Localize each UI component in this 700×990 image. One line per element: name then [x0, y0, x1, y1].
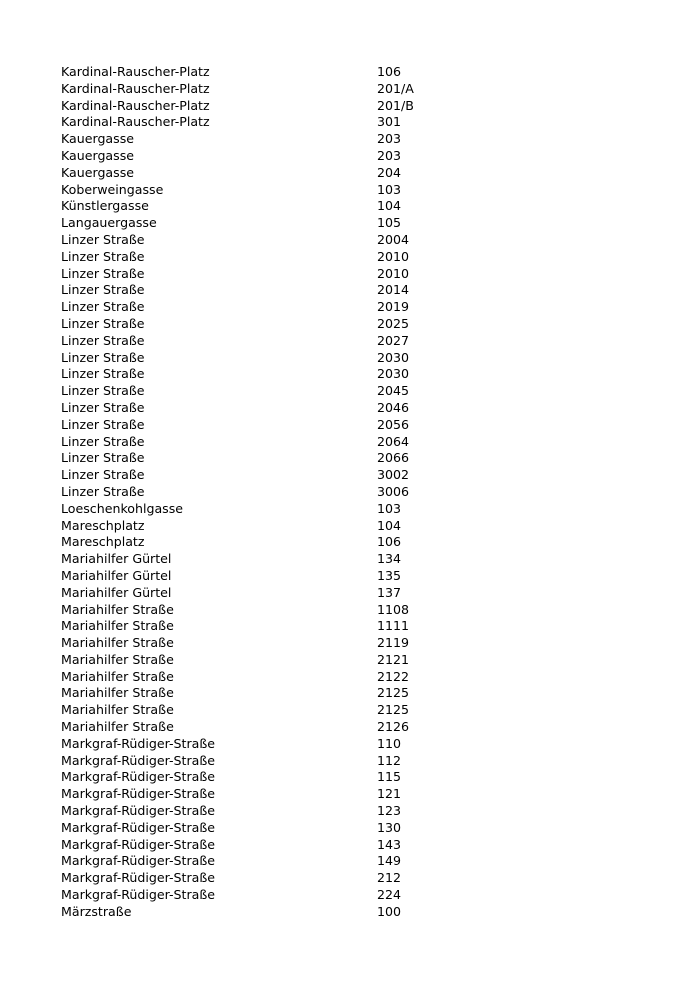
list-item [61, 803, 661, 820]
list-item [61, 501, 661, 518]
list-item [61, 148, 661, 165]
street-name: Markgraf-Rüdiger-Straße [61, 803, 216, 819]
list-item [61, 182, 661, 199]
list-item [61, 736, 661, 753]
list-item [61, 383, 661, 400]
list-item [61, 366, 661, 383]
list-item [61, 400, 661, 417]
house-number: 2019 [377, 299, 410, 315]
list-item [61, 618, 661, 635]
house-number: 201/B [377, 97, 414, 113]
street-name: Kauergasse [61, 147, 135, 163]
house-number: 2056 [377, 416, 410, 432]
list-item [61, 534, 661, 551]
house-number: 2125 [377, 685, 410, 701]
list-item [61, 198, 661, 215]
street-name: Markgraf-Rüdiger-Straße [61, 735, 216, 751]
house-number: 115 [377, 769, 402, 785]
house-number: 2066 [377, 450, 410, 466]
list-item [61, 518, 661, 535]
street-name: Linzer Straße [61, 349, 145, 365]
house-number: 2125 [377, 702, 410, 718]
list-item [61, 753, 661, 770]
list-item [61, 467, 661, 484]
street-name: Linzer Straße [61, 399, 145, 415]
house-number: 3002 [377, 467, 410, 483]
list-item [61, 652, 661, 669]
list-item [61, 249, 661, 266]
house-number: 112 [377, 752, 402, 768]
street-name: Märzstraße [61, 903, 132, 919]
house-number: 104 [377, 517, 402, 533]
street-name: Mariahilfer Straße [61, 719, 174, 735]
list-item [61, 450, 661, 467]
house-number: 203 [377, 147, 402, 163]
street-name: Linzer Straße [61, 416, 145, 432]
street-name: Mariahilfer Straße [61, 618, 174, 634]
house-number: 121 [377, 786, 402, 802]
house-number: 212 [377, 870, 402, 886]
street-name: Linzer Straße [61, 299, 145, 315]
street-name: Linzer Straße [61, 315, 145, 331]
street-name: Linzer Straße [61, 231, 145, 247]
house-number: 224 [377, 887, 402, 903]
street-name: Markgraf-Rüdiger-Straße [61, 836, 216, 852]
street-name: Markgraf-Rüdiger-Straße [61, 853, 216, 869]
house-number: 2046 [377, 399, 410, 415]
list-item [61, 114, 661, 131]
list-item [61, 820, 661, 837]
house-number: 1108 [377, 601, 410, 617]
street-name: Linzer Straße [61, 265, 145, 281]
house-number: 2030 [377, 349, 410, 365]
street-name: Markgraf-Rüdiger-Straße [61, 769, 216, 785]
street-name: Mariahilfer Gürtel [61, 551, 172, 567]
list-item [61, 786, 661, 803]
street-name: Markgraf-Rüdiger-Straße [61, 752, 216, 768]
street-name: Markgraf-Rüdiger-Straße [61, 786, 216, 802]
street-name: Kauergasse [61, 164, 135, 180]
street-name: Koberweingasse [61, 181, 164, 197]
list-item [61, 131, 661, 148]
house-number: 2010 [377, 248, 410, 264]
house-number: 103 [377, 500, 402, 516]
street-name: Kardinal-Rauscher-Platz [61, 97, 210, 113]
street-name: Linzer Straße [61, 483, 145, 499]
list-item [61, 215, 661, 232]
list-item [61, 837, 661, 854]
house-number: 130 [377, 819, 402, 835]
street-name: Mariahilfer Straße [61, 685, 174, 701]
address-list [61, 64, 661, 921]
street-name: Linzer Straße [61, 282, 145, 298]
list-item [61, 685, 661, 702]
house-number: 106 [377, 64, 402, 79]
list-item [61, 64, 661, 81]
street-name: Mariahilfer Straße [61, 651, 174, 667]
house-number: 137 [377, 584, 402, 600]
house-number: 2064 [377, 433, 410, 449]
list-item [61, 484, 661, 501]
street-name: Kardinal-Rauscher-Platz [61, 64, 210, 79]
list-item [61, 266, 661, 283]
house-number: 2014 [377, 282, 410, 298]
house-number: 2126 [377, 719, 410, 735]
street-name: Markgraf-Rüdiger-Straße [61, 819, 216, 835]
house-number: 201/A [377, 80, 414, 96]
list-item [61, 232, 661, 249]
list-item [61, 81, 661, 98]
list-item [61, 702, 661, 719]
house-number: 2121 [377, 651, 410, 667]
list-item [61, 719, 661, 736]
house-number: 2010 [377, 265, 410, 281]
list-item [61, 551, 661, 568]
street-name: Kauergasse [61, 131, 135, 147]
house-number: 135 [377, 567, 402, 583]
house-number: 2027 [377, 332, 410, 348]
house-number: 104 [377, 198, 402, 214]
list-item [61, 870, 661, 887]
street-name: Linzer Straße [61, 248, 145, 264]
street-name: Loeschenkohlgasse [61, 500, 184, 516]
list-item [61, 282, 661, 299]
list-item [61, 887, 661, 904]
house-number: 2030 [377, 366, 410, 382]
street-name: Kardinal-Rauscher-Platz [61, 80, 210, 96]
house-number: 204 [377, 164, 402, 180]
list-item [61, 585, 661, 602]
street-name: Künstlergasse [61, 198, 149, 214]
street-name: Linzer Straße [61, 383, 145, 399]
house-number: 2122 [377, 668, 410, 684]
street-name: Linzer Straße [61, 433, 145, 449]
house-number: 3006 [377, 483, 410, 499]
house-number: 123 [377, 803, 402, 819]
list-item [61, 299, 661, 316]
street-name: Mariahilfer Gürtel [61, 567, 172, 583]
street-name: Mareschplatz [61, 517, 145, 533]
street-name: Linzer Straße [61, 366, 145, 382]
street-name: Mariahilfer Straße [61, 702, 174, 718]
street-name: Mariahilfer Gürtel [61, 584, 172, 600]
house-number: 2119 [377, 635, 410, 651]
house-number: 301 [377, 114, 402, 130]
street-name: Mariahilfer Straße [61, 668, 174, 684]
street-name: Kardinal-Rauscher-Platz [61, 114, 210, 130]
list-item [61, 769, 661, 786]
list-item [61, 853, 661, 870]
street-name: Linzer Straße [61, 450, 145, 466]
list-item [61, 669, 661, 686]
list-item [61, 98, 661, 115]
list-item [61, 904, 661, 921]
list-item [61, 568, 661, 585]
list-item [61, 635, 661, 652]
street-name: Mareschplatz [61, 534, 145, 550]
house-number: 143 [377, 836, 402, 852]
house-number: 149 [377, 853, 402, 869]
street-name: Linzer Straße [61, 332, 145, 348]
street-name: Linzer Straße [61, 467, 145, 483]
list-item [61, 434, 661, 451]
house-number: 203 [377, 131, 402, 147]
house-number: 2004 [377, 231, 410, 247]
house-number: 2025 [377, 315, 410, 331]
list-item [61, 165, 661, 182]
house-number: 134 [377, 551, 402, 567]
house-number: 103 [377, 181, 402, 197]
house-number: 110 [377, 735, 402, 751]
house-number: 1111 [377, 618, 410, 634]
list-item [61, 333, 661, 350]
list-item [61, 417, 661, 434]
list-item [61, 316, 661, 333]
house-number: 2045 [377, 383, 410, 399]
street-name: Mariahilfer Straße [61, 635, 174, 651]
street-name: Langauergasse [61, 215, 157, 231]
house-number: 105 [377, 215, 402, 231]
list-item [61, 602, 661, 619]
street-name: Mariahilfer Straße [61, 601, 174, 617]
street-name: Markgraf-Rüdiger-Straße [61, 870, 216, 886]
street-name: Markgraf-Rüdiger-Straße [61, 887, 216, 903]
list-item [61, 350, 661, 367]
house-number: 100 [377, 903, 402, 919]
house-number: 106 [377, 534, 402, 550]
